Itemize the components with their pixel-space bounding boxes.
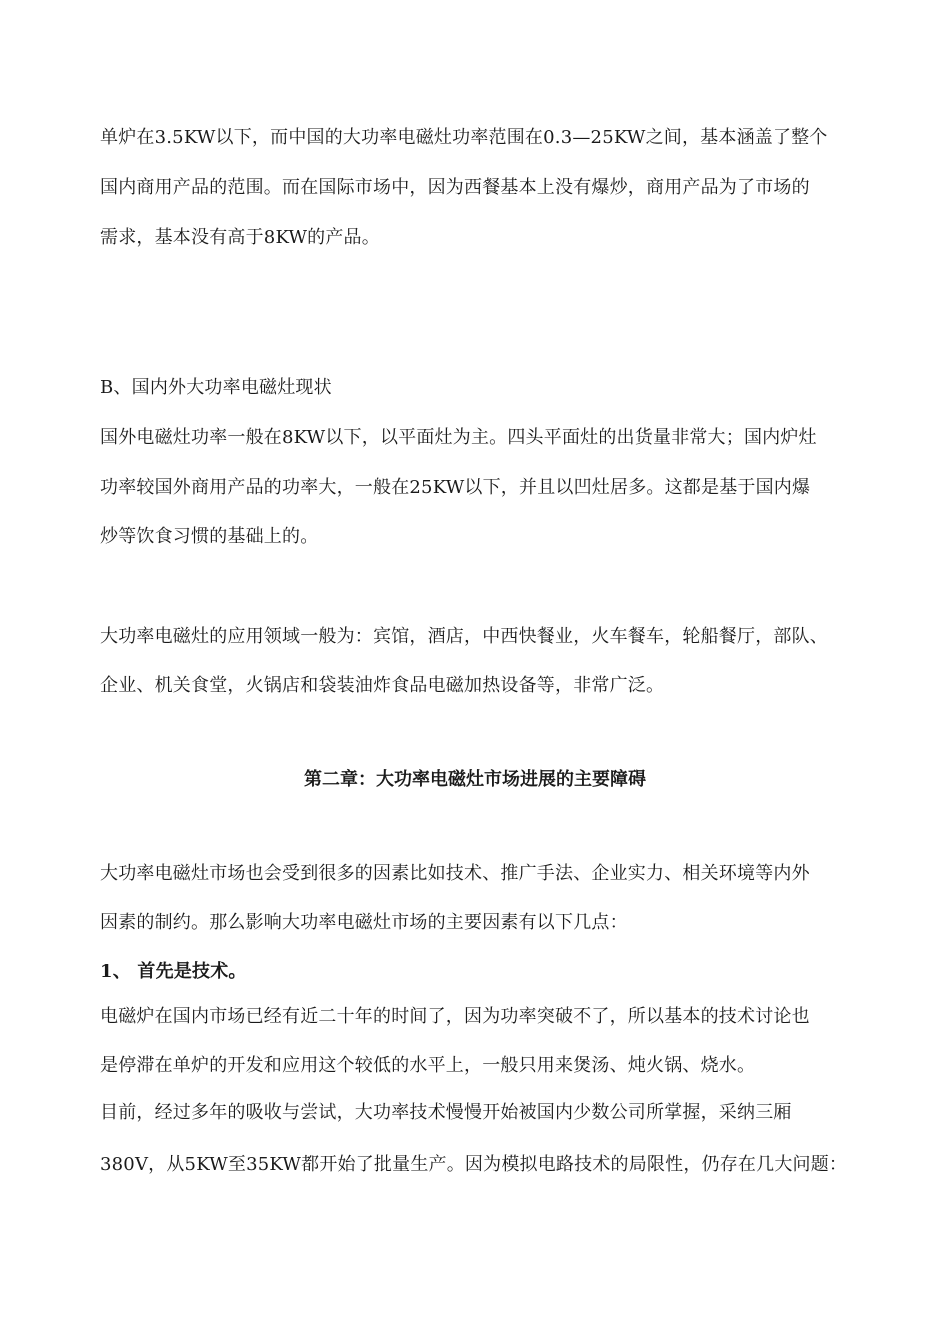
section-b-line-1: 国外电磁灶功率一般在8KW以下，以平面灶为主。四头平面灶的出货量非常大；国内炉灶 <box>100 427 817 448</box>
applications-line-1: 大功率电磁灶的应用领域一般为：宾馆，酒店，中西快餐业，火车餐车，轮船餐厅，部队、 <box>100 626 828 647</box>
point1-a-line-2: 是停滞在单炉的开发和应用这个较低的水平上，一般只用来煲汤、炖火锅、烧水。 <box>100 1055 756 1076</box>
section-b-line-3: 炒等饮食习惯的基础上的。 <box>100 526 319 547</box>
point1-a-line-1: 电磁炉在国内市场已经有近二十年的时间了，因为功率突破不了，所以基本的技术讨论也 <box>100 1006 810 1027</box>
intro-line-3: 需求，基本没有高于8KW的产品。 <box>100 227 380 248</box>
chapter-intro-line-1: 大功率电磁灶市场也会受到很多的因素比如技术、推广手法、企业实力、相关环境等内外 <box>100 863 810 884</box>
intro-line-2: 国内商用产品的范围。而在国际市场中，因为西餐基本上没有爆炒，商用产品为了市场的 <box>100 177 810 198</box>
chapter-intro-line-2: 因素的制约。那么影响大功率电磁灶市场的主要因素有以下几点： <box>100 912 628 933</box>
point1-b-line-2: 380V，从5KW至35KW都开始了批量生产。因为模拟电路技术的局限性，仍存在几大问题： <box>100 1154 848 1175</box>
applications-line-2: 企业、机关食堂，火锅店和袋装油炸食品电磁加热设备等，非常广泛。 <box>100 675 665 696</box>
intro-line-1: 单炉在3.5KW以下，而中国的大功率电磁灶功率范围在0.3—25KW之间，基本涵盖了整个 <box>100 127 828 148</box>
section-b-title: B、国内外大功率电磁灶现状 <box>100 377 332 398</box>
section-b-line-2: 功率较国外商用产品的功率大，一般在25KW以下，并且以凹灶居多。这都是基于国内爆 <box>100 477 811 498</box>
point1-title: 1、 首先是技术。 <box>100 961 247 982</box>
point1-b-line-1: 目前，经过多年的吸收与尝试，大功率技术慢慢开始被国内少数公司所掌握，采纳三厢 <box>100 1102 792 1123</box>
chapter-title: 第二章：大功率电磁灶市场进展的主要障碍 <box>304 769 646 790</box>
